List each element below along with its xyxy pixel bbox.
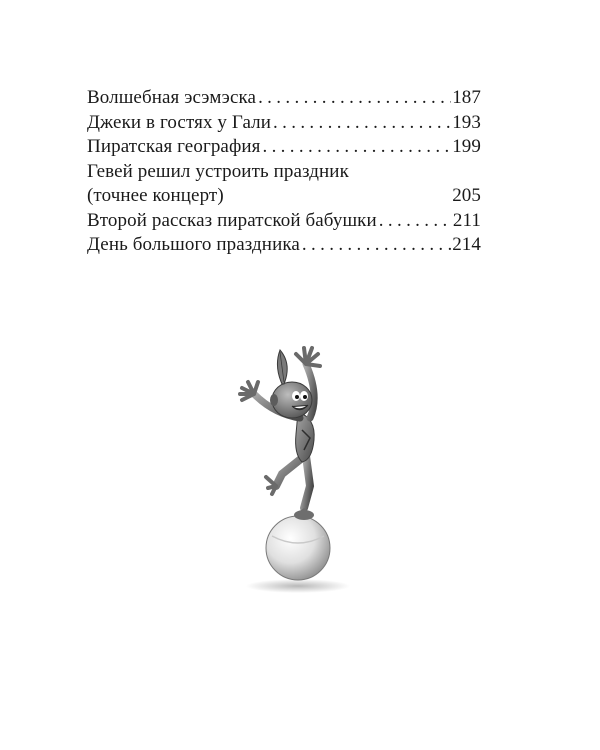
toc-entry-title: День большого праздника xyxy=(87,234,300,255)
toc-leader-dots xyxy=(273,111,451,136)
toc-entry-page: 193 xyxy=(452,111,481,133)
toc-entry[interactable] xyxy=(87,160,481,209)
toc-leader-dots xyxy=(258,86,451,111)
toc-entry-page: 211 xyxy=(452,209,481,231)
toc-entry-page: 199 xyxy=(452,136,481,157)
toc-entry-title: Второй рассказ пиратской бабушки xyxy=(87,209,377,231)
toc-entry-page: 214 xyxy=(452,234,481,255)
toc-leader-dots xyxy=(262,135,451,160)
toc-entry-page: 187 xyxy=(452,87,481,108)
toc-entry-title-line1: Гевей решил устроить праздник xyxy=(87,160,349,182)
toc-entry-title: Джеки в гостях у Гали xyxy=(87,111,272,133)
toc-entry[interactable] xyxy=(87,111,481,136)
toc-entry[interactable] xyxy=(87,233,481,258)
toc-entry[interactable] xyxy=(87,86,481,111)
toc-entry-page: 205 xyxy=(452,185,481,206)
dancing-boy-on-ball-icon xyxy=(218,336,368,596)
table-of-contents xyxy=(87,86,481,258)
toc-leader-dots xyxy=(302,233,451,258)
toc-entry-title: Пиратская география xyxy=(87,136,261,157)
toc-entry-title: Волшебная эсэмэска xyxy=(87,87,257,108)
toc-entry[interactable] xyxy=(87,209,481,234)
toc-leader-dots xyxy=(379,209,452,234)
toc-entry[interactable] xyxy=(87,135,481,160)
toc-entry-title-line2: (точнее концерт) xyxy=(87,185,224,206)
